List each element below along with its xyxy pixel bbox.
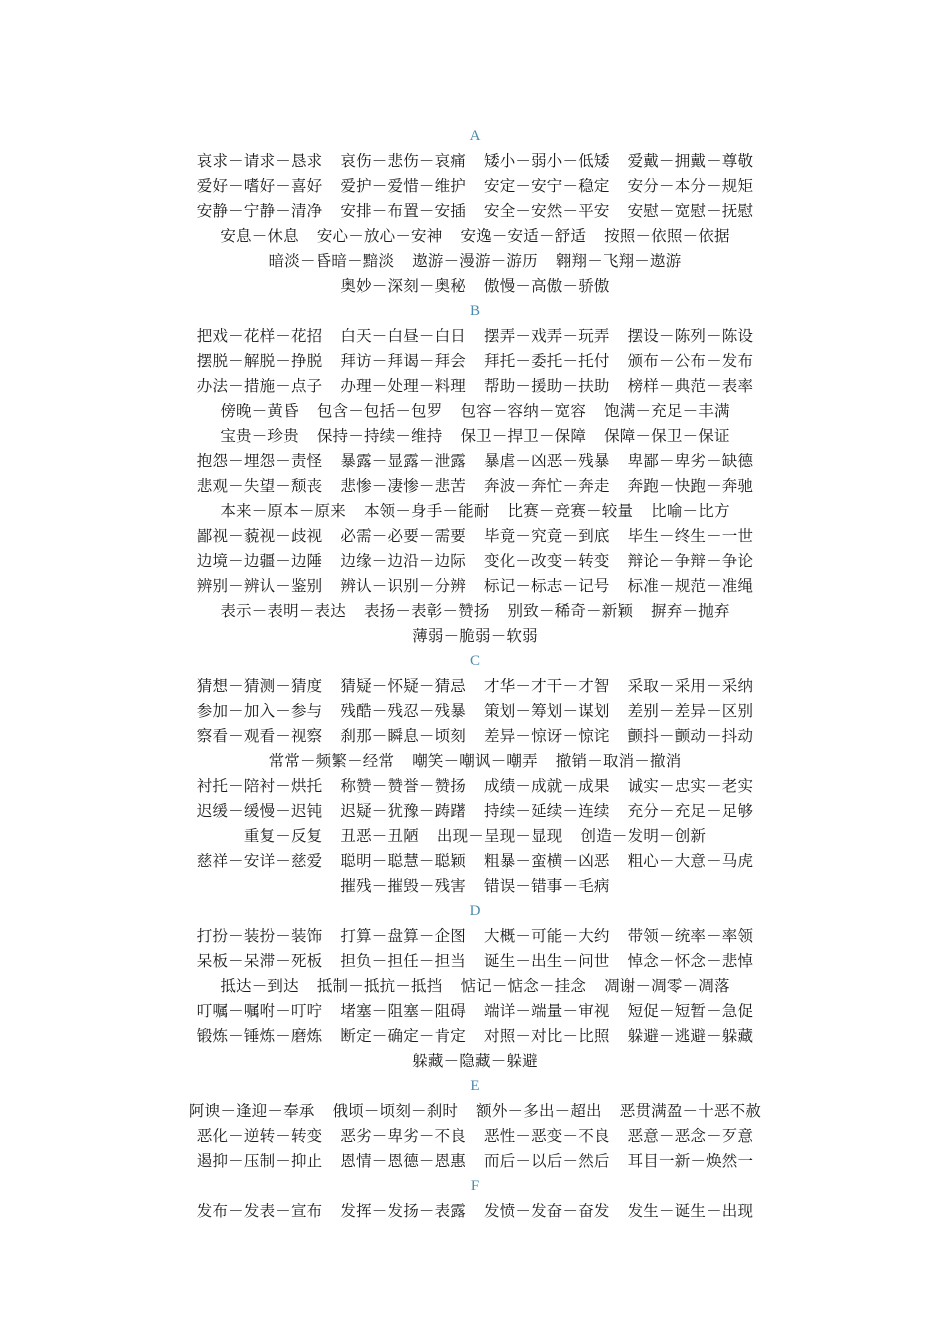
synonym-line xyxy=(0,274,950,299)
synonym-entry: 矮小－弱小－低矮 xyxy=(484,152,610,170)
synonym-entry: 边境－边疆－边陲 xyxy=(196,552,323,570)
section-letter-heading: B xyxy=(469,303,480,319)
synonym-entry: 保障－保卫－保证 xyxy=(604,427,730,445)
synonym-entry: 躲避－逃避－躲藏 xyxy=(627,1027,754,1045)
synonym-entry: 而后－以后－然后 xyxy=(484,1152,610,1170)
synonym-entry: 榜样－典范－表率 xyxy=(627,377,754,395)
synonym-entry: 呆板－呆滞－死板 xyxy=(196,952,323,970)
synonym-entry: 堵塞－阻塞－阻碍 xyxy=(340,1002,466,1020)
synonym-entry: 采取－采用－采纳 xyxy=(627,677,754,695)
synonym-entry: 标准－规范－准绳 xyxy=(627,577,754,595)
synonym-entry: 持续－延续－连续 xyxy=(484,802,610,820)
synonym-entry: 恶性－恶变－不良 xyxy=(484,1127,610,1145)
synonym-line xyxy=(0,999,950,1024)
synonym-line xyxy=(0,174,950,199)
synonym-entry: 本来－原本－原来 xyxy=(220,502,346,520)
synonym-entry: 辨别－辨认－鉴别 xyxy=(196,577,323,595)
synonym-line xyxy=(0,724,950,749)
synonym-entry: 恶意－恶念－歹意 xyxy=(627,1127,754,1145)
synonym-line xyxy=(0,749,950,774)
synonym-entry: 薄弱－脆弱－软弱 xyxy=(412,627,538,645)
synonym-entry: 辨认－识别－分辨 xyxy=(340,577,466,595)
synonym-entry: 把戏－花样－花招 xyxy=(196,327,323,345)
synonym-entry: 暴露－显露－泄露 xyxy=(340,452,466,470)
synonym-entry: 抵制－抵抗－抵挡 xyxy=(316,977,443,995)
synonym-entry: 凋谢－凋零－凋落 xyxy=(604,977,730,995)
synonym-entry: 策划－筹划－谋划 xyxy=(484,702,610,720)
synonym-entry: 变化－改变－转变 xyxy=(484,552,610,570)
synonym-entry: 衬托－陪衬－烘托 xyxy=(196,777,323,795)
section-c xyxy=(0,649,950,899)
synonym-line xyxy=(0,624,950,649)
synonym-entry: 傍晚－黄昏 xyxy=(220,402,299,420)
synonym-entry: 表扬－表彰－赞扬 xyxy=(363,602,490,620)
synonym-entry: 嘲笑－嘲讽－嘲弄 xyxy=(412,752,538,770)
synonym-entry: 奥妙－深刻－奥秘 xyxy=(340,277,466,295)
synonym-entry: 打算－盘算－企图 xyxy=(340,927,466,945)
synonym-line xyxy=(0,424,950,449)
synonym-line xyxy=(0,399,950,424)
synonym-line xyxy=(0,224,950,249)
synonym-entry: 包含－包括－包罗 xyxy=(316,402,443,420)
section-letter-heading: E xyxy=(470,1078,480,1094)
synonym-line xyxy=(0,349,950,374)
synonym-entry: 俄顷－顷刻－刹时 xyxy=(332,1102,459,1120)
synonym-entry: 担负－担任－担当 xyxy=(340,952,466,970)
synonym-entry: 别致－稀奇－新颖 xyxy=(507,602,634,620)
synonym-entry: 暗淡－昏暗－黯淡 xyxy=(268,252,395,270)
synonym-list-page xyxy=(0,124,950,1224)
synonym-line xyxy=(0,574,950,599)
synonym-line xyxy=(0,774,950,799)
synonym-entry: 摒弃－抛弃 xyxy=(651,602,730,620)
synonym-entry: 宝贵－珍贵 xyxy=(220,427,299,445)
synonym-entry: 错误－错事－毛病 xyxy=(484,877,610,895)
synonym-entry: 摆脱－解脱－挣脱 xyxy=(196,352,323,370)
synonym-entry: 爱护－爱惜－维护 xyxy=(340,177,466,195)
synonym-entry: 短促－短暂－急促 xyxy=(627,1002,754,1020)
synonym-entry: 迟缓－缓慢－迟钝 xyxy=(196,802,323,820)
synonym-entry: 安逸－安适－舒适 xyxy=(460,227,587,245)
synonym-entry: 成绩－成就－成果 xyxy=(484,777,610,795)
synonym-entry: 抵达－到达 xyxy=(220,977,299,995)
synonym-entry: 大概－可能－大约 xyxy=(484,927,610,945)
synonym-entry: 保持－持续－维持 xyxy=(316,427,443,445)
synonym-entry: 差别－差异－区别 xyxy=(627,702,754,720)
synonym-entry: 发布－发表－宣布 xyxy=(196,1202,323,1220)
section-letter-heading: D xyxy=(469,903,481,919)
synonym-entry: 带领－统率－率领 xyxy=(627,927,754,945)
synonym-entry: 差异－惊讶－惊诧 xyxy=(484,727,610,745)
synonym-line xyxy=(0,1149,950,1174)
synonym-line xyxy=(0,249,950,274)
synonym-entry: 辩论－争辩－争论 xyxy=(627,552,754,570)
synonym-entry: 丑恶－丑陋 xyxy=(340,827,419,845)
synonym-line xyxy=(0,1099,950,1124)
synonym-entry: 拜托－委托－托付 xyxy=(484,352,610,370)
synonym-entry: 摆弄－戏弄－玩弄 xyxy=(484,327,610,345)
synonym-entry: 恶贯满盈－十恶不赦 xyxy=(619,1102,762,1120)
section-a xyxy=(0,124,950,299)
synonym-entry: 摆设－陈列－陈设 xyxy=(627,327,754,345)
synonym-line xyxy=(0,699,950,724)
synonym-entry: 颁布－公布－发布 xyxy=(627,352,754,370)
synonym-entry: 抱怨－埋怨－责怪 xyxy=(196,452,323,470)
synonym-entry: 安息－休息 xyxy=(220,227,299,245)
synonym-entry: 边缘－边沿－边际 xyxy=(340,552,466,570)
synonym-entry: 常常－频繁－经常 xyxy=(268,752,395,770)
synonym-entry: 暴虐－凶恶－残暴 xyxy=(484,452,610,470)
synonym-entry: 才华－才干－才智 xyxy=(484,677,610,695)
synonym-entry: 悲惨－凄惨－悲苦 xyxy=(340,477,466,495)
synonym-entry: 创造－发明－创新 xyxy=(580,827,707,845)
synonym-entry: 发愤－发奋－奋发 xyxy=(484,1202,610,1220)
synonym-entry: 办理－处理－料理 xyxy=(340,377,466,395)
synonym-line xyxy=(0,199,950,224)
synonym-entry: 参加－加入－参与 xyxy=(196,702,323,720)
synonym-line xyxy=(0,974,950,999)
section-b xyxy=(0,299,950,649)
synonym-line xyxy=(0,474,950,499)
synonym-entry: 哀伤－悲伤－哀痛 xyxy=(340,152,466,170)
synonym-entry: 爱戴－拥戴－尊敬 xyxy=(627,152,754,170)
synonym-entry: 猜想－猜测－猜度 xyxy=(196,677,323,695)
synonym-entry: 卑鄙－卑劣－缺德 xyxy=(627,452,754,470)
synonym-entry: 发挥－发扬－表露 xyxy=(340,1202,466,1220)
synonym-entry: 恶劣－卑劣－不良 xyxy=(340,1127,466,1145)
synonym-line xyxy=(0,1199,950,1224)
synonym-line xyxy=(0,599,950,624)
synonym-entry: 粗心－大意－马虎 xyxy=(627,852,754,870)
synonym-entry: 悲观－失望－颓丧 xyxy=(196,477,323,495)
synonym-line xyxy=(0,324,950,349)
synonym-entry: 安全－安然－平安 xyxy=(484,202,610,220)
synonym-entry: 哀求－请求－恳求 xyxy=(196,152,323,170)
synonym-entry: 刹那－瞬息－顷刻 xyxy=(340,727,466,745)
synonym-line xyxy=(0,1124,950,1149)
synonym-entry: 诚实－忠实－老实 xyxy=(627,777,754,795)
synonym-line xyxy=(0,874,950,899)
section-d xyxy=(0,899,950,1074)
synonym-entry: 标记－标志－记号 xyxy=(484,577,610,595)
synonym-entry: 办法－措施－点子 xyxy=(196,377,323,395)
synonym-entry: 锻炼－锤炼－磨炼 xyxy=(196,1027,323,1045)
synonym-line xyxy=(0,824,950,849)
synonym-line xyxy=(0,524,950,549)
synonym-entry: 迟疑－犹豫－踌躇 xyxy=(340,802,466,820)
synonym-entry: 重复－反复 xyxy=(243,827,323,845)
section-letter-heading: C xyxy=(469,653,480,669)
synonym-entry: 保卫－捍卫－保障 xyxy=(460,427,587,445)
synonym-entry: 阿谀－逢迎－奉承 xyxy=(188,1102,315,1120)
section-letter-heading: F xyxy=(470,1178,480,1194)
synonym-entry: 翱翔－飞翔－遨游 xyxy=(555,252,682,270)
synonym-entry: 鄙视－藐视－歧视 xyxy=(196,527,323,545)
synonym-entry: 爱好－嗜好－喜好 xyxy=(196,177,323,195)
synonym-entry: 残酷－残忍－残暴 xyxy=(340,702,466,720)
synonym-line xyxy=(0,449,950,474)
synonym-entry: 端详－端量－审视 xyxy=(484,1002,610,1020)
synonym-entry: 断定－确定－肯定 xyxy=(340,1027,466,1045)
synonym-entry: 本领－身手－能耐 xyxy=(363,502,490,520)
synonym-line xyxy=(0,374,950,399)
synonym-entry: 察看－观看－视察 xyxy=(196,727,323,745)
synonym-entry: 安慰－宽慰－抚慰 xyxy=(627,202,754,220)
synonym-entry: 撤销－取消－撤消 xyxy=(555,752,682,770)
synonym-entry: 饱满－充足－丰满 xyxy=(604,402,730,420)
synonym-entry: 帮助－援助－扶助 xyxy=(484,377,610,395)
synonym-entry: 打扮－装扮－装饰 xyxy=(196,927,323,945)
synonym-entry: 毕竟－究竟－到底 xyxy=(484,527,610,545)
section-e xyxy=(0,1074,950,1174)
synonym-entry: 慈祥－安详－慈爱 xyxy=(196,852,323,870)
synonym-line xyxy=(0,149,950,174)
synonym-entry: 诞生－出生－问世 xyxy=(484,952,610,970)
synonym-line xyxy=(0,499,950,524)
synonym-entry: 充分－充足－足够 xyxy=(627,802,754,820)
synonym-entry: 遨游－漫游－游历 xyxy=(412,252,538,270)
synonym-entry: 安定－安宁－稳定 xyxy=(484,177,610,195)
synonym-entry: 颤抖－颤动－抖动 xyxy=(627,727,754,745)
synonym-line xyxy=(0,799,950,824)
synonym-entry: 安分－本分－规矩 xyxy=(627,177,754,195)
synonym-entry: 猜疑－怀疑－猜忌 xyxy=(340,677,466,695)
synonym-line xyxy=(0,549,950,574)
synonym-entry: 奔波－奔忙－奔走 xyxy=(484,477,610,495)
synonym-entry: 出现－呈现－显现 xyxy=(436,827,563,845)
synonym-entry: 比赛－竞赛－较量 xyxy=(507,502,634,520)
synonym-line xyxy=(0,674,950,699)
synonym-entry: 表示－表明－表达 xyxy=(220,602,346,620)
section-f xyxy=(0,1174,950,1224)
synonym-entry: 对照－对比－比照 xyxy=(484,1027,610,1045)
synonym-entry: 包容－容纳－宽容 xyxy=(460,402,587,420)
synonym-entry: 白天－白昼－白日 xyxy=(340,327,466,345)
synonym-entry: 恶化－逆转－转变 xyxy=(196,1127,323,1145)
synonym-entry: 悼念－怀念－悲悼 xyxy=(627,952,754,970)
synonym-entry: 安心－放心－安神 xyxy=(316,227,443,245)
section-letter-heading: A xyxy=(469,128,481,144)
synonym-entry: 额外－多出－超出 xyxy=(476,1102,602,1120)
synonym-entry: 按照－依照－依据 xyxy=(604,227,730,245)
synonym-entry: 惦记－惦念－挂念 xyxy=(460,977,587,995)
synonym-entry: 奔跑－快跑－奔驰 xyxy=(627,477,754,495)
synonym-entry: 粗暴－蛮横－凶恶 xyxy=(484,852,610,870)
synonym-entry: 恩情－恩德－恩惠 xyxy=(340,1152,466,1170)
synonym-entry: 叮嘱－嘱咐－叮咛 xyxy=(196,1002,323,1020)
synonym-line xyxy=(0,1024,950,1049)
synonym-entry: 聪明－聪慧－聪颖 xyxy=(340,852,466,870)
synonym-entry: 拜访－拜谒－拜会 xyxy=(340,352,466,370)
synonym-line xyxy=(0,949,950,974)
synonym-entry: 称赞－赞誉－赞扬 xyxy=(340,777,466,795)
synonym-entry: 必需－必要－需要 xyxy=(340,527,466,545)
synonym-line xyxy=(0,924,950,949)
synonym-entry: 安排－布置－安插 xyxy=(340,202,466,220)
synonym-line xyxy=(0,1049,950,1074)
synonym-entry: 发生－诞生－出现 xyxy=(627,1202,754,1220)
synonym-entry: 比喻－比方 xyxy=(651,502,730,520)
synonym-line xyxy=(0,849,950,874)
synonym-entry: 安静－宁静－清净 xyxy=(196,202,323,220)
synonym-entry: 摧残－摧毁－残害 xyxy=(340,877,466,895)
synonym-entry: 毕生－终生－一世 xyxy=(627,527,754,545)
synonym-entry: 躲藏－隐藏－躲避 xyxy=(412,1052,538,1070)
synonym-entry: 遏抑－压制－抑止 xyxy=(196,1152,323,1170)
synonym-entry: 耳目一新－焕然一 xyxy=(627,1152,754,1170)
synonym-entry: 傲慢－高傲－骄傲 xyxy=(484,277,610,295)
